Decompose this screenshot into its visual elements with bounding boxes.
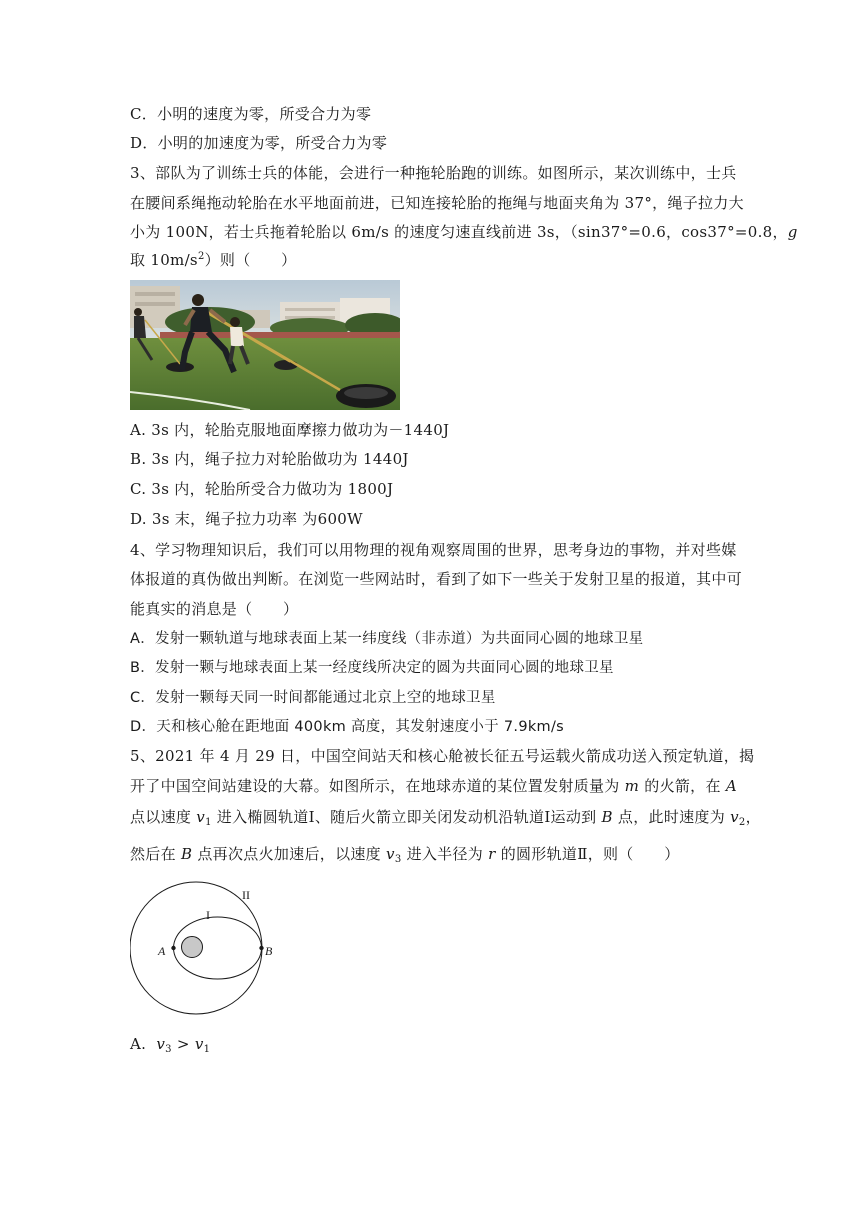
q5-stem-line-1: 5、2021 年 4 月 29 日，中国空间站天和核心舱被长征五号运载火箭成功送入预定轨道，揭 [130, 747, 755, 765]
q3-stem-line-4: 取 $10m/s^2$）则（ ） [130, 251, 297, 269]
q3-option-c: C. 3s 内，轮胎所受合力做功为 1800J [130, 480, 394, 498]
q3-stem-line-2: 在腰间系绳拖动轮胎在水平地面前进，已知连接轮胎的拖绳与地面夹角为 37°，绳子拉力大 [130, 194, 744, 212]
q4-option-a: A．发射一颗轨道与地球表面上某一纬度线（非赤道）为共面同心圆的地球卫星 [130, 631, 644, 647]
q5-stem-line-2: 开了中国空间站建设的大幕。如图所示，在地球赤道的某位置发射质量为 m 的火箭，在 A [130, 777, 737, 795]
q4-option-c: C．发射一颗每天同一时间都能通过北京上空的地球卫星 [130, 690, 496, 706]
earth [182, 937, 203, 958]
label-i: I [206, 908, 210, 922]
point-b [259, 946, 263, 950]
q5-stem-line-4: 然后在 B 点再次点火加速后，以速度 $v_3$ 进入半径为 r 的圆形轨道Ⅱ，则（ ） [130, 845, 680, 865]
point-a [171, 946, 175, 950]
q2-option-c: C．小明的速度为零，所受合力为零 [130, 105, 372, 123]
q4-option-d: D．天和核心舱在距地面 400km 高度，其发射速度小于 7.9km/s [130, 719, 565, 735]
label-ii: II [242, 888, 250, 902]
q3-stem-line-3: 小为 100N，若士兵拖着轮胎以 6m/s 的速度匀速直线前进 3s，（sin37°=0.6，cos37°=0.8，g [130, 223, 798, 241]
q4-stem-line-1: 4、学习物理知识后，我们可以用物理的视角观察周围的世界，思考身边的事物，并对些媒 [130, 541, 737, 559]
q4-stem-line-3: 能真实的消息是（ ） [130, 600, 299, 618]
q3-stem-line-1: 3、部队为了训练士兵的体能，会进行一种拖轮胎跑的训练。如图所示，某次训练中，士兵 [130, 164, 737, 182]
q3-option-d: D. 3s 末，绳子拉力功率 为600W [130, 510, 363, 528]
q4-option-b: B．发射一颗与地球表面上某一经度线所决定的圆为共面同心圆的地球卫星 [130, 660, 614, 676]
q4-stem-line-2: 体报道的真伪做出判断。在浏览一些网站时，看到了如下一些关于发射卫星的报道，其中可 [130, 570, 743, 588]
label-b: B [265, 944, 273, 958]
q2-option-d: D．小明的加速度为零，所受合力为零 [130, 134, 388, 152]
q5-option-a: A. $v_3 > v_1$ [130, 1035, 211, 1055]
q5-stem-line-3: 点以速度 $v_1$ 进入椭圆轨道Ⅰ、随后火箭立即关闭发动机沿轨道Ⅰ运动到 B 点，此时速度为 $v_2$， [130, 808, 761, 828]
q3-option-b: B. 3s 内，绳子拉力对轮胎做功为 1440J [130, 450, 409, 468]
q3-option-a: A. 3s 内，轮胎克服地面摩擦力做功为－1440J [130, 421, 450, 439]
label-a: A [158, 944, 166, 958]
tire-drag-training-photo [130, 280, 400, 410]
orbit-diagram [130, 880, 290, 1015]
